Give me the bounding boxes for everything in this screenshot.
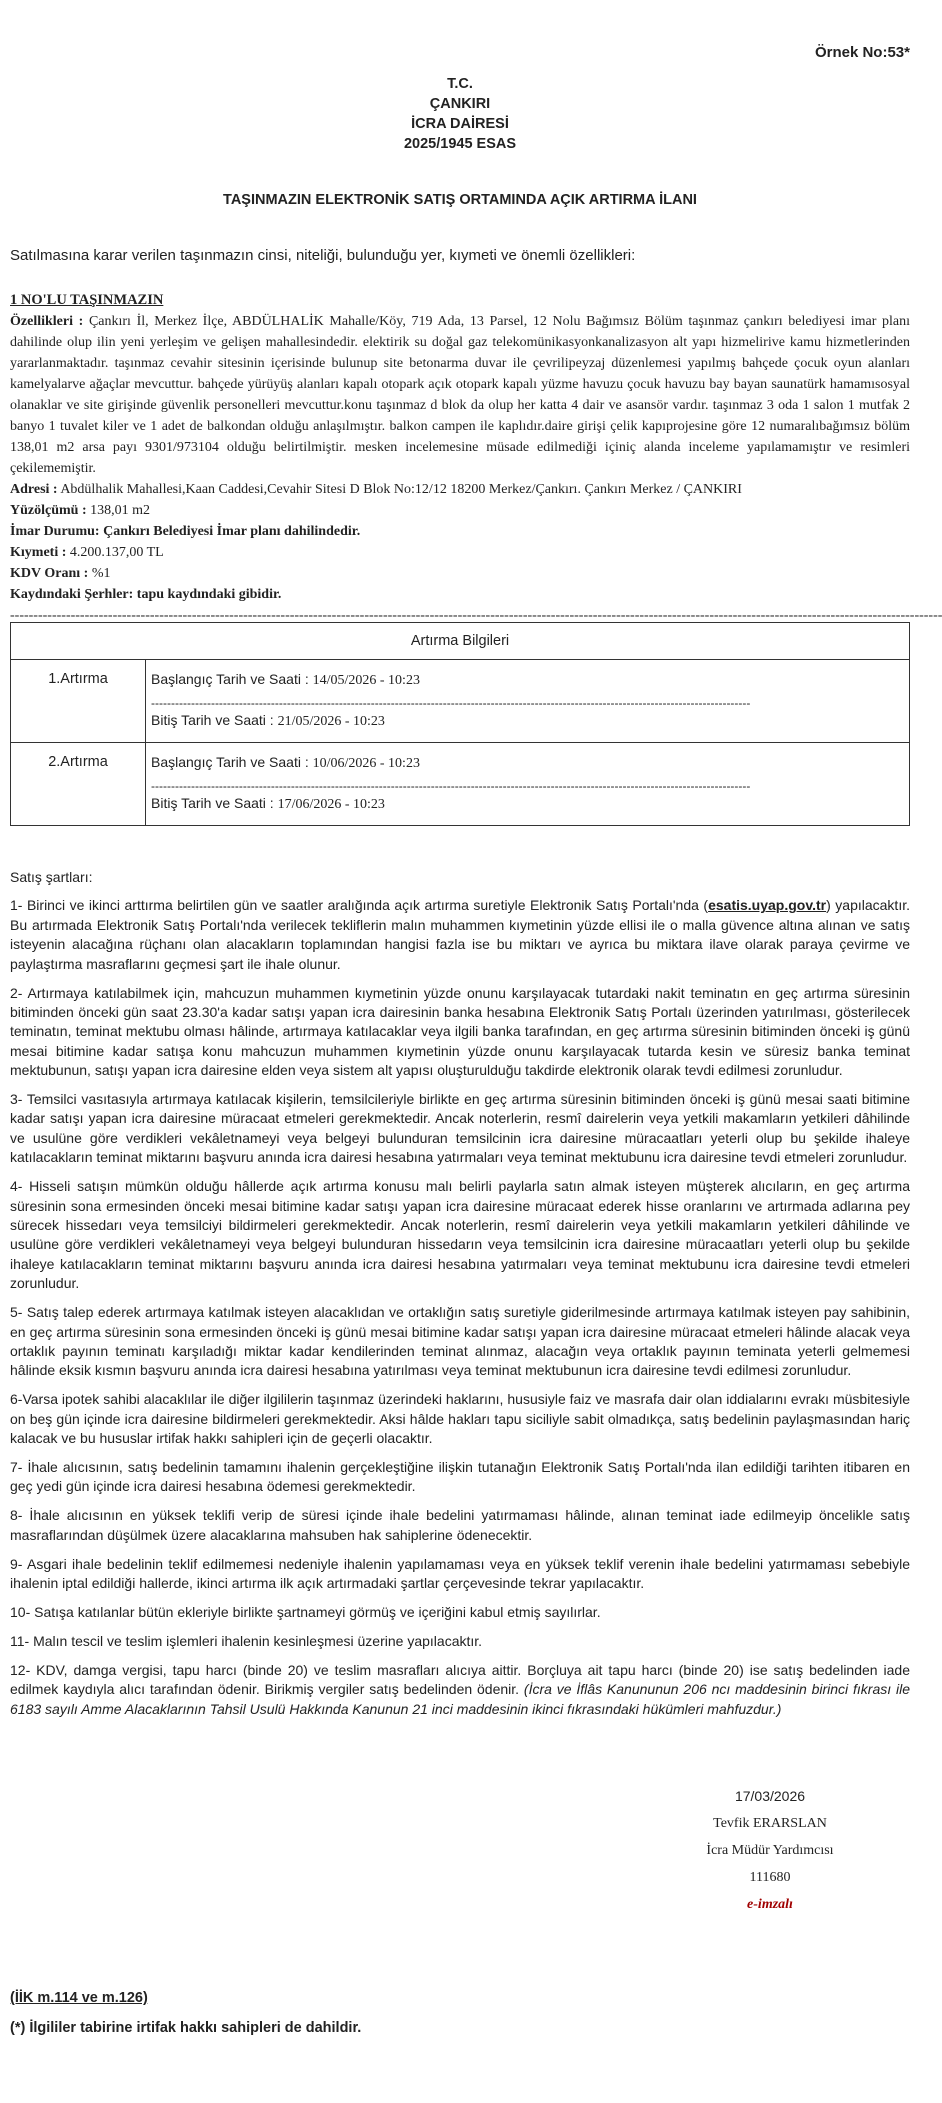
term-5: 5- Satış talep ederek artırmaya katılmak isteyen alacaklıdan ve ortaklığın satış suretiyle giderilmesinde artırmaya katılmak isteyen pay sahibinin, en geç artırma süresinin sona ermesinden önceki iş günü mesai bitimine kadar satışı yapan icra dairesine müracaat etmeleri hâlinde alacak veya ortaklık payının teminatı karşıladığı miktar kadar kendilerinden teminat alınmaz, alacağın veya ortaklık payının teminata yeterli gelmemesi hâlinde eksik kısmın başvuru anında icra dairesi hesabına yatırılması veya teminat mektubunun icra dairesine tevdi edilmesi zorunludur.	[10, 1304, 910, 1379]
auction-row-name: 1.Artırma	[11, 660, 146, 742]
header-case-number: 2025/1945 ESAS	[403, 136, 517, 152]
footer-reference	[10, 1990, 148, 2006]
term-4: 4- Hisseli satışın mümkün olduğu hâllerde açık artırma konusu malı belirli paylarla satın almak isteyen müşterek alıcıların, en geç artırma süresinin sona ermesinden önceki mesai bitimine kadar satışı yapan icra dairesine müracaat ederek hisse oranlarını ve artırmada adlarına pey sürecek hissedarı veya temsilciyi bildirmeleri gerekmektedir. Ancak noterlerin, resmî dairelerin veya yetkili makamların yetkileri dâhilinde ve usulüne göre verdikleri vekâletnameyi veya belgeyi bulunduran hissedarın veya temsilcinin icra dairesine müracaatları yeterli olup bu şekilde ihaleye katılacakların teminat miktarını başvuru anında icra dairesi hesabına yatırmaları veya teminat mektubunu icra dairesine tevdi etmeleri zorunludur.	[10, 1178, 910, 1292]
term-6: 6-Varsa ipotek sahibi alacaklılar ile diğer ilgililerin taşınmaz üzerindeki haklarını, hususiyle faiz ve masrafa dair olan iddialarını evrakı müsbitesiyle on beş gün içinde icra dairesine bildirmeleri gerekmektedir. Aksi hâlde hakları tapu siciliyle sabit olmadıkça, satış bedelinin paylaşmasından hariç kalacak ve bu hususlar irtifak hakkı sahipleri için de geçerli olacaktır.	[10, 1391, 910, 1447]
address-text: Abdülhalik Mahallesi,Kaan Caddesi,Cevahir Sitesi D Blok No:12/12 18200 Merkez/Çankırı. Çankırı Merkez / ÇANKIRI	[60, 482, 742, 497]
end-label: Bitiş Tarih ve Saati :	[151, 795, 274, 811]
auction-row-info	[146, 743, 909, 825]
signature-block	[630, 1783, 910, 1918]
features-text: Çankırı İl, Merkez İlçe, ABDÜLHALİK Mahalle/Köy, 719 Ada, 13 Parsel, 12 Nolu Bağımsız Bölüm taşınmaz çankırı belediyesi imar planı dahilinde olup ilin yeni yerleşim ve gelişen mahallesindedir. elektirik su doğal gaz telekomünikasyonkanalizasyon alt yapı hizmelirive kamu hizmetlerinden yararlanmaktadır. taşınmaz cevahir sitesinin içerisinde bulunup site betonarma duvar ile çevrilipeyzaj düzenlemesi yapılmış bahçede çocuk oyun alanları kamelyalarve ağaçlar mevcuttur. bahçede yürüyüş alanları kapalı otopark açık otopark kapalı yüzme havuzu çocuk havuzu bay bayan saunatürk hamamısosyal olanaklar ve site girişinde güvenlik personelleri mevcuttur.konu taşınmaz d blok da olup her katta 4 dair ve asansör vardır. taşınmaz 3 oda 1 salon 1 mutfak 2 banyo 1 tuvalet kiler ve 1 adet de balkondan olduğu anlaşılmıştır. balkon campen ile kaplıdır.daire girişi çelik kapıprojesine göre 12 numaralıbağımsız bölüm 138,01 m2 arsa payı 9301/973104 olduğu belirtilmiştir. mesken incelemesine müsade edilmediği içiniç alanda inceleme yapılamamıştır ve resimleri çekilememiştir.	[10, 314, 910, 476]
annotations-label: Kaydındaki Şerhler:	[10, 587, 134, 602]
auction-table	[10, 622, 910, 826]
start-label: Başlangıç Tarih ve Saati :	[151, 754, 309, 770]
start-value: 10/06/2026 - 10:23	[312, 756, 420, 771]
property-zoning	[10, 521, 910, 542]
term-12	[10, 1661, 910, 1719]
property-divider: --------------------------------------------------------------------------------------------------------------------------------------------------------------------------------------------------------	[10, 608, 942, 623]
term-1-text-b: ) yapılacaktır. Bu artırmada Elektronik Satış Portalı'nda verilecek tekliflerin malın muhammen kıymetinin yüzde ellisi ile o malla güvence altına alınan ve satış isteyenin alacağına rüçhanı olan alacakların toplamından hangisi fazla ise bu miktarı ve ayrıca bu miktara ilave olarak paraya çevirme ve paylaştırma masraflarını geçmesi şart ile ihale olunur.	[10, 897, 910, 972]
signer-role: İcra Müdür Yardımcısı	[706, 1843, 834, 1858]
terms-heading: Satış şartları:	[10, 869, 93, 885]
signer-name: Tevfik ERARSLAN	[713, 1816, 827, 1831]
auction-row-name: 2.Artırma	[11, 743, 146, 825]
term-7: 7- İhale alıcısının, satış bedelinin tamamını ihalenin gerçekleştiğine ilişkin tutanağın Elektronik Satış Portalı'nda ilan edildiği tarihten itibaren en geç yedi gün içinde icra dairesi hesabına ödemesi gerekmektedir.	[10, 1458, 910, 1495]
auction-row-info	[146, 660, 909, 742]
auction-end	[151, 712, 904, 730]
property-address	[10, 479, 910, 500]
term-12-text: 12- KDV, damga vergisi, tapu harcı (binde 20) ve teslim masrafları alıcıya aittir. Borçluya ait tapu harcı (binde 20) ise satış bedelinden iade edilmek kaydıyla alıcı tarafından ödenir. Birikmiş vergiler satış bedelinden ödenir.	[10, 1661, 910, 1698]
value-label: Kıymeti :	[10, 545, 67, 560]
header-city: ÇANKIRI	[429, 96, 491, 112]
esatis-link[interactable]: esatis.uyap.gov.tr	[708, 897, 827, 914]
end-value: 17/06/2026 - 10:23	[277, 797, 385, 812]
term-2: 2- Artırmaya katılabilmek için, mahcuzun muhammen kıymetinin yüzde onunu karşılayacak tutardaki nakit teminatın en geç artırma süresinin bitiminden önceki gün saat 23.30'a kadar satışı yapan icra dairesinin banka hesabına Elektronik Satış Portalı üzerinden yatırılması, gösterilecek teminatın, teminat mektubu olması hâlinde, artırmaya katılacaklar veya ilgili banka tarafından, en geç artırma süresinin bitiminden önceki iş günü mesai bitimine kadar satışa konu mahcuzun muhammen kıymetinin yüzde onunu karşılayacak tutarda kesin ve süresiz banka teminat mektubunun, satışı yapan icra dairesine elden veya sistem alt yapısı oluşturulduğu takdirde elektronik olarak tevdi edilmesi zorunludur.	[10, 984, 910, 1079]
zoning-text: Çankırı Belediyesi İmar planı dahilindedir.	[103, 524, 361, 539]
term-1	[10, 896, 910, 974]
vat-text: %1	[91, 566, 111, 581]
intro-text: Satılmasına karar verilen taşınmazın cinsi, niteliği, bulunduğu yer, kıymeti ve önemli özellikleri:	[10, 247, 636, 264]
auction-table-header: Artırma Bilgileri	[11, 623, 909, 660]
auction-start	[151, 671, 904, 689]
value-text: 4.200.137,00 TL	[69, 545, 164, 560]
signature-date: 17/03/2026	[734, 1788, 806, 1804]
area-label: Yüzölçümü :	[10, 503, 87, 518]
sale-terms	[10, 868, 910, 1728]
term-9: 9- Asgari ihale bedelinin teklif edilmemesi nedeniyle ihalenin yapılamaması veya en yüksek teklif verenin ihale bedelini yatırmaması sebebiyle ihalenin iptal edildiği hallerde, ikinci artırma ilk açık artırmadaki şartlar çerçevesinde tekrar yapılacaktır.	[10, 1555, 910, 1591]
auction-row-2	[11, 742, 909, 825]
start-value: 14/05/2026 - 10:23	[312, 673, 420, 688]
property-area	[10, 500, 910, 521]
end-value: 21/05/2026 - 10:23	[277, 714, 385, 729]
e-signature-badge: e-imzalı	[747, 1897, 793, 1912]
start-label: Başlangıç Tarih ve Saati :	[151, 671, 309, 687]
header-office: İCRA DAİRESİ	[411, 116, 509, 132]
page-title: TAŞINMAZIN ELEKTRONİK SATIŞ ORTAMINDA AÇIK ARTIRMA İLANI	[223, 192, 697, 208]
term-3: 3- Temsilci vasıtasıyla artırmaya katılacak kişilerin, temsilcileriyle birlikte en geç artırma süresinin bitiminden önceki iş günü mesai saati bitimine kadar satışı yapan icra dairesine müracaat etmeleri gerekmektedir. Ancak noterlerin, resmî dairelerin veya yetkili makamların yetkileri dâhilinde ve usulüne göre verdikleri vekâletnameyi veya belgeyi bulunduran temsilcinin icra dairesine müracaatları yeterli olup bu şekilde ihaleye katılacakların teminat miktarını başvuru anında icra dairesi hesabına yatırmaları veya teminat mektubunu icra dairesine tevdi etmeleri zorunludur.	[10, 1091, 910, 1166]
auction-end	[151, 795, 904, 813]
vat-label: KDV Oranı :	[10, 566, 89, 581]
header-tc: T.C.	[447, 76, 473, 92]
features-label: Özellikleri :	[10, 314, 84, 329]
property-heading: 1 NO'LU TAŞINMAZIN	[10, 292, 164, 308]
property-features	[10, 311, 910, 479]
auction-row-1	[11, 660, 909, 742]
end-label: Bitiş Tarih ve Saati :	[151, 712, 274, 728]
term-1-text-a: 1- Birinci ve ikinci arttırma belirtilen gün ve saatler aralığında açık artırma suretiyle Elektronik Satış Portalı'nda (	[10, 897, 709, 914]
zoning-label: İmar Durumu:	[10, 524, 100, 539]
address-label: Adresi :	[10, 482, 58, 497]
document-header	[10, 74, 910, 154]
auction-row-divider: ------------------------------------------------------------------------------------------------------------------------------------------------------	[151, 779, 751, 793]
term-10: 10- Satışa katılanlar bütün ekleriyle birlikte şartnameyi görmüş ve içeriğini kabul etmiş sayılırlar.	[10, 1603, 601, 1620]
footer-reference-text: (İİK m.114 ve m.126)	[10, 1990, 148, 2006]
term-8: 8- İhale alıcısının en yüksek teklifi verip de süresi içinde ihale bedelini yatırmaması hâlinde, alınan teminat iade edilmeyip öncelikle satış masraflarından düşülmek üzere alacaklarına mahsuben hak sahiplerine ödenecektir.	[10, 1507, 910, 1543]
sample-number: Örnek No:53*	[814, 44, 910, 61]
property-vat	[10, 563, 910, 584]
auction-row-divider: ------------------------------------------------------------------------------------------------------------------------------------------------------	[151, 696, 751, 710]
annotations-text: tapu kaydındaki gibidir.	[136, 587, 282, 602]
property-annotations	[10, 584, 910, 605]
term-11: 11- Malın tescil ve teslim işlemleri ihalenin kesinleşmesi üzerine yapılacaktır.	[10, 1632, 483, 1649]
footer-note: (*) İlgililer tabirine irtifak hakkı sahipleri de dahildir.	[10, 2020, 362, 2036]
property-value	[10, 542, 910, 563]
term-12-italic: (İcra ve İflâs Kanununun 206 ncı maddesinin birinci fıkrası ile 6183 sayılı Amme Alacaklarının Tahsil Usulü Hakkında Kanunun 21 inci maddesinin ikinci fıkrasındaki hükümleri mahfuzdur.)	[10, 1681, 910, 1717]
area-text: 138,01 m2	[90, 503, 151, 518]
property-section	[10, 290, 942, 626]
auction-start	[151, 754, 904, 772]
signer-number: 111680	[749, 1870, 791, 1885]
